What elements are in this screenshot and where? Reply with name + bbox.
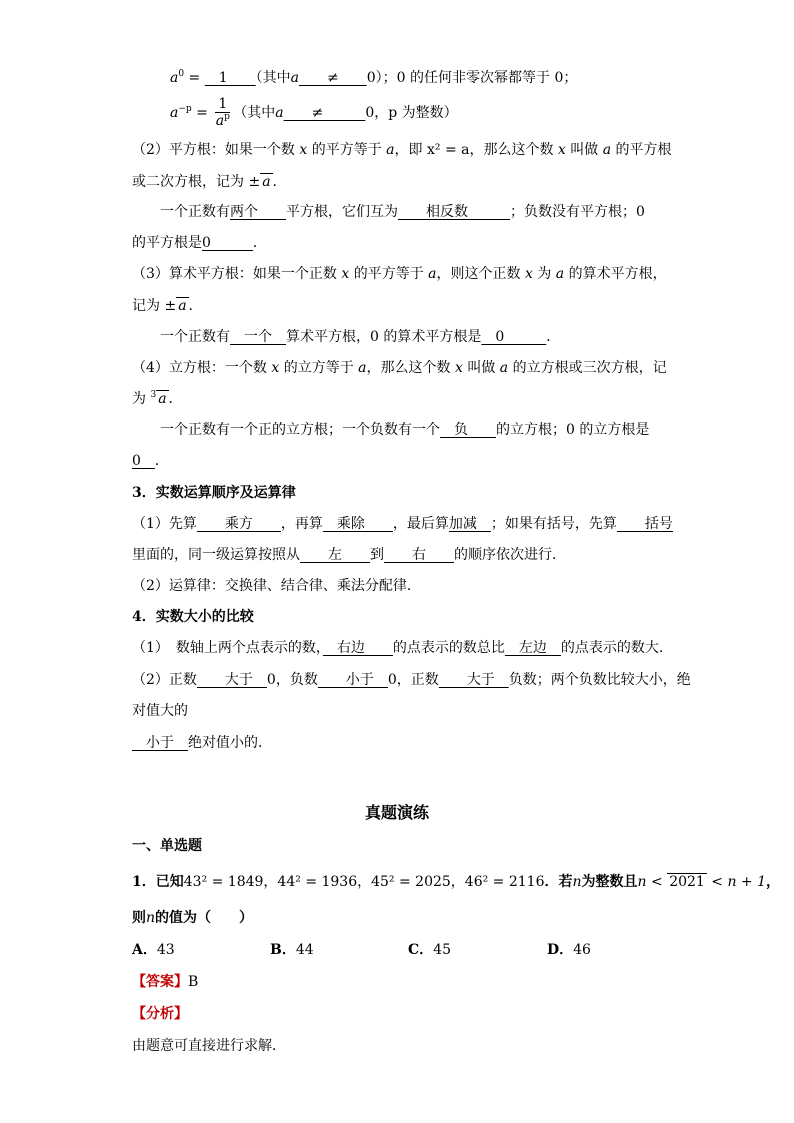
section-title: 真题演练 bbox=[364, 803, 429, 822]
analysis-text: 由题意可直接进行求解． bbox=[132, 1038, 286, 1054]
section-heading-4: 4．实数大小的比较 bbox=[132, 609, 254, 625]
fraction: $\frac{1}{a^p}$ bbox=[215, 95, 230, 129]
abs-compare-answer: 小于 绝对值小的. bbox=[132, 735, 263, 751]
square-root-definition: （2）平方根：如果一个数 x 的平方等于 a，即 x² = a，那么这个数 x 叫做 a 的平方根 bbox=[132, 142, 672, 158]
negative-exponent-line: $a^{-p}$ = $\frac{1}{a^p}$ （其中a ≠ 0，p 为整数） bbox=[170, 95, 458, 129]
zero-square-root: 的平方根是0 ． bbox=[132, 235, 267, 251]
option-b[interactable]: B．44 bbox=[270, 942, 314, 958]
cube-root-notation: 为 $^3$ a ． bbox=[132, 390, 183, 407]
sqrt-symbol: a bbox=[178, 298, 187, 314]
number-line-compare: （1） 数轴上两个点表示的数， 右边 的点表示的数总比 左边 的点表示的数大. bbox=[132, 640, 664, 656]
sqrt-symbol: a bbox=[262, 174, 271, 190]
zero-exponent-line: $a^0$ = 1 （其中a ≠ 0）；0 的任何非零次幂都等于 0； bbox=[170, 69, 578, 86]
answer-line: 【答案】B bbox=[132, 974, 199, 990]
sign-compare: （2）正数 大于 0，负数 小于 0，正数 大于 负数；两个负数比较大小，绝 bbox=[132, 672, 691, 688]
option-d[interactable]: D．46 bbox=[547, 942, 591, 958]
blank-answer: ≠ bbox=[299, 70, 367, 86]
arithmetic-root-count: 一个正数有 一个 算术平方根，0 的算术平方根是 0 ． bbox=[160, 329, 561, 345]
analysis-tag: 【分析】 bbox=[132, 1006, 188, 1022]
square-root-notation: 或二次方根，记为 ± a ． bbox=[132, 174, 287, 190]
blank-answer: 1 bbox=[204, 70, 256, 86]
question-1-prompt: 则n的值为（ ） bbox=[132, 910, 254, 926]
analysis-tag-line bbox=[132, 1004, 188, 1024]
question-1-stem: 1．已知43² = 1849，44² = 1936，45² = 2025，46² = 2116．若n为整数且n < 2021 < n + 1， bbox=[132, 874, 781, 890]
abs-compare-line: 对值大的 bbox=[132, 703, 188, 719]
option-a[interactable]: A．43 bbox=[132, 942, 175, 958]
square-root-count: 一个正数有两个 平方根，它们互为 相反数 ；负数没有平方根；0 bbox=[160, 204, 645, 220]
blank-answer: ≠ bbox=[283, 105, 366, 121]
sqrt-symbol: 2021 bbox=[669, 874, 705, 890]
cube-root-zero: 0 ． bbox=[132, 453, 169, 469]
cube-root-symbol: a bbox=[158, 391, 167, 407]
cube-root-definition: （4）立方根：一个数 x 的立方等于 a，那么这个数 x 叫做 a 的立方根或三次方根，记 bbox=[132, 360, 667, 376]
operation-order-line: （1）先算 乘方 ，再算 乘除 ，最后算加减 ；如果有括号，先算 括号 bbox=[132, 516, 673, 532]
option-c[interactable]: C．45 bbox=[408, 942, 451, 958]
operation-laws: （2）运算律：交换律、结合律、乘法分配律． bbox=[132, 578, 421, 594]
part-heading: 一、单选题 bbox=[132, 838, 202, 854]
arithmetic-root-definition: （3）算术平方根：如果一个正数 x 的平方等于 a，则这个正数 x 为 a 的算术平方根， bbox=[132, 266, 667, 282]
operation-order-line-2: 里面的，同一级运算按照从 左 到 右 的顺序依次进行． bbox=[132, 547, 566, 563]
arithmetic-root-notation: 记为 ± a ． bbox=[132, 298, 203, 314]
section-heading-3: 3．实数运算顺序及运算律 bbox=[132, 485, 296, 501]
cube-root-properties: 一个正数有一个正的立方根；一个负数有一个 负 的立方根；0 的立方根是 bbox=[160, 422, 650, 438]
answer-tag: 【答案】 bbox=[132, 974, 188, 990]
